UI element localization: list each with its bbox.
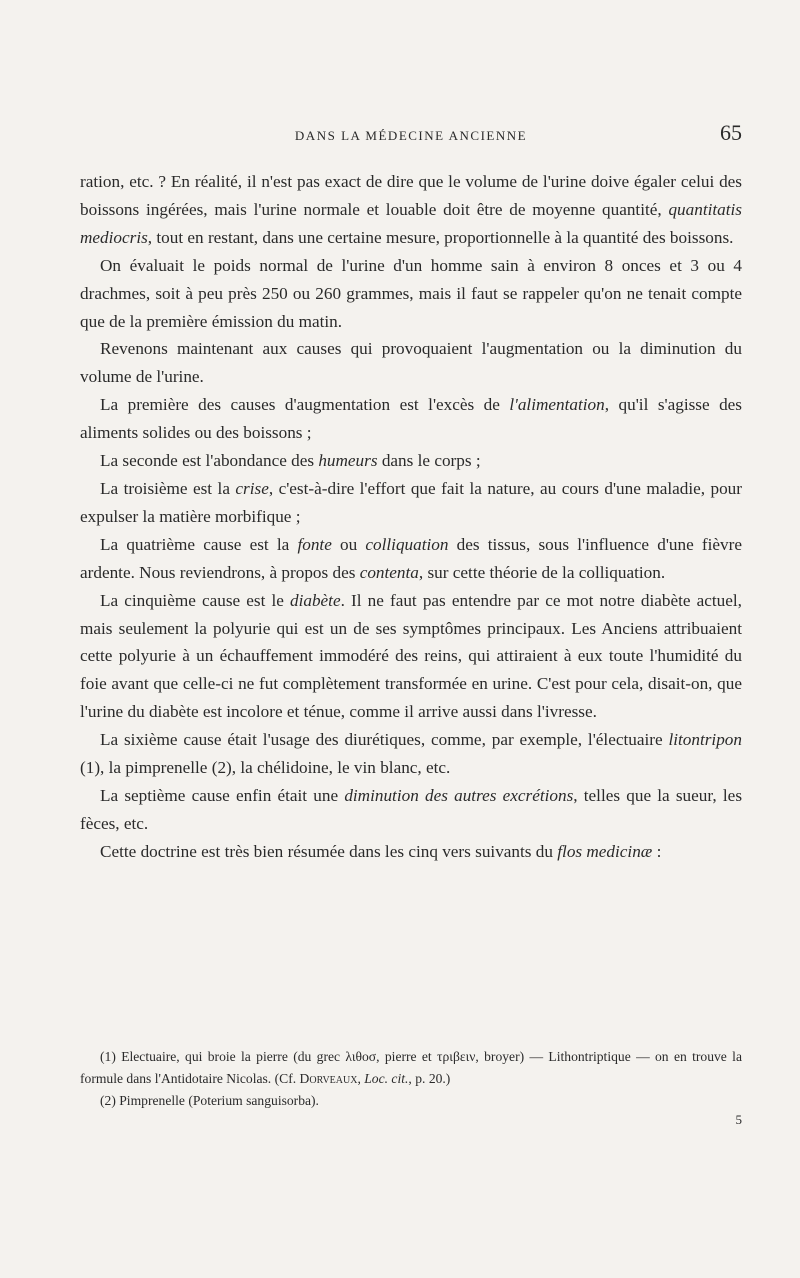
text-run: :	[652, 841, 662, 861]
text-run: La troisième est la	[100, 478, 236, 498]
text-run: (1), la pimprenelle (2), la chélidoine, le vin blanc, etc.	[80, 758, 451, 778]
paragraph	[80, 335, 742, 391]
text-run: ou	[331, 534, 366, 554]
text-run: , qu'il s'agisse des aliments solides ou des boissons ;	[80, 395, 742, 443]
text-run: Revenons maintenant aux causes qui provoquaient l'augmentation ou la diminution du volume de l'urine.	[80, 339, 742, 387]
text-run: , sur cette théorie de la colliquation.	[418, 562, 666, 582]
text-run: . Il ne faut pas entendre par ce mot notre diabète actuel, mais seulement la polyurie qui est un de ses symptômes principaux. Les Anciens attribuaient cette polyurie à un échauffement immodéré des reins, qui attiraient à eux toute l'humidité du foie avant que celle-ci ne fut complètement transformée en urine. C'est pour cela, disait-on, que l'urine du diabète est incolore et ténue, comme il arrive aussi dans l'ivresse.	[80, 590, 742, 722]
italic-term: humeurs	[318, 451, 378, 471]
paragraph	[80, 252, 742, 336]
text-run: , c'est-à-dire l'effort que fait la nature, au cours d'une maladie, pour expulser la matière morbifique ;	[80, 478, 742, 526]
paragraph	[80, 168, 742, 252]
italic-term: diabète	[290, 590, 341, 610]
italic-term: fonte	[297, 534, 332, 554]
paragraph	[80, 838, 742, 866]
text-run: (1) Electuaire, qui broie la pierre (du grec λιθοσ, pierre et τριβειν, broyer) — Lithontriptique — on en trouve la formule dans l'Antidotaire Nicolas. (Cf.	[80, 1049, 742, 1086]
text-run: La cinquième cause est le	[100, 590, 290, 610]
paragraph	[80, 531, 742, 587]
text-run: , telles que la sueur, les fèces, etc.	[80, 785, 743, 833]
italic-term: Loc. cit.	[364, 1071, 409, 1086]
text-run: , p. 20.)	[408, 1071, 451, 1086]
paragraph	[80, 726, 742, 782]
footnotes	[80, 1046, 742, 1112]
body-text	[80, 168, 742, 866]
text-run: , tout en restant, dans une certaine mesure, proportionnelle à la quantité des boissons.	[147, 227, 734, 247]
text-run: ,	[357, 1071, 365, 1086]
footnote	[80, 1046, 742, 1090]
text-run: La première des causes d'augmentation est l'excès de	[100, 395, 510, 415]
italic-term: colliquation	[365, 534, 449, 554]
paragraph	[80, 587, 742, 727]
italic-term: crise	[235, 478, 269, 498]
text-run: (2) Pimprenelle (Poterium sanguisorba).	[100, 1093, 319, 1108]
italic-term: contenta	[359, 562, 419, 582]
text-run: On évaluait le poids normal de l'urine d'un homme sain à environ 8 onces et 3 ou 4 drachmes, soit à peu près 250 ou 260 grammes, mais il faut se rappeler qu'on ne tenait compte que de la première émission du matin.	[80, 255, 742, 331]
italic-term: l'alimentation	[509, 395, 605, 415]
text-run: dans le corps ;	[377, 451, 481, 471]
text-run: Dorveaux	[299, 1071, 358, 1086]
text-run: La seconde est l'abondance des	[100, 451, 319, 471]
text-run: ration, etc. ? En réalité, il n'est pas exact de dire que le volume de l'urine doive égaler celui des boissons ingérées, mais l'urine normale et louable doit être de moyenne quantité,	[80, 172, 742, 219]
text-run: des tissus, sous l'influence d'une fièvre ardente. Nous reviendrons, à propos des	[80, 534, 742, 582]
paragraph	[80, 782, 742, 838]
text-run: La septième cause enfin était une	[100, 785, 345, 805]
paragraph	[80, 475, 742, 531]
text-run: La sixième cause était l'usage des diurétiques, comme, par exemple, l'électuaire	[100, 730, 669, 750]
italic-term: quantitatis mediocris	[80, 199, 742, 247]
footnote	[80, 1090, 742, 1112]
text-run: Cette doctrine est très bien résumée dans les cinq vers suivants du	[100, 841, 558, 861]
italic-term: litontripon	[668, 730, 742, 750]
paragraph	[80, 391, 742, 447]
italic-term: flos medicinæ	[557, 841, 653, 861]
signature-mark: 5	[735, 1112, 742, 1127]
italic-term: diminution des autres excrétions	[344, 785, 574, 805]
paragraph	[80, 447, 742, 475]
text-run: La quatrième cause est la	[100, 534, 298, 554]
page-header	[80, 120, 742, 154]
running-head: DANS LA MÉDECINE ANCIENNE	[294, 128, 528, 143]
page-number: 65	[720, 120, 742, 145]
